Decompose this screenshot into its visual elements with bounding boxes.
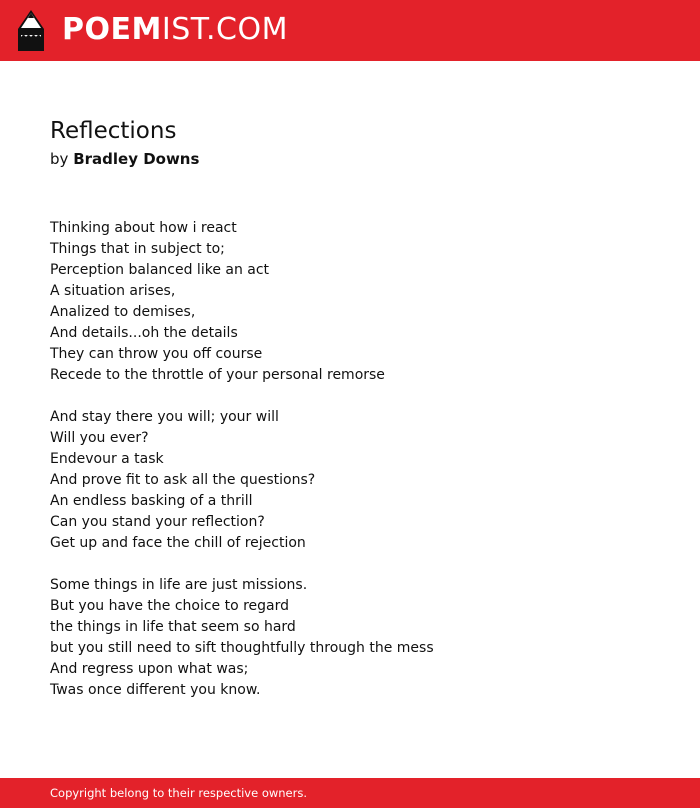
poem-line: Endevour a task: [50, 451, 164, 467]
pencil-icon[interactable]: [18, 10, 44, 51]
poem-line: And stay there you will; your will: [50, 409, 279, 425]
poem-line: but you still need to sift thoughtfully through the mess: [50, 640, 434, 656]
poem-line: They can throw you off course: [50, 346, 263, 362]
poem-title: Reflections: [50, 118, 177, 144]
byline: [50, 148, 199, 170]
stanza: [50, 218, 670, 386]
poem-line: Get up and face the chill of rejection: [50, 535, 306, 551]
poem-line: A situation arises,: [50, 283, 176, 299]
logo-text-bold: POEM: [62, 12, 162, 47]
stanza: [50, 407, 670, 554]
site-logo[interactable]: [62, 12, 288, 48]
poem-line: Twas once different you know.: [50, 682, 261, 698]
poem-line: Some things in life are just missions.: [50, 577, 308, 593]
site-header: [0, 0, 700, 61]
poem-line: Analized to demises,: [50, 304, 196, 320]
poem-line: Recede to the throttle of your personal remorse: [50, 367, 385, 383]
poem-line: Will you ever?: [50, 430, 149, 446]
poem-line: Perception balanced like an act: [50, 262, 270, 278]
poem-line: And details...oh the details: [50, 325, 238, 341]
poem-line: But you have the choice to regard: [50, 598, 290, 614]
poem-line: Can you stand your reflection?: [50, 514, 265, 530]
poem-line: the things in life that seem so hard: [50, 619, 296, 635]
site-footer: [0, 778, 700, 808]
logo-text-light: IST.COM: [161, 12, 288, 47]
poem-body: [50, 218, 670, 722]
poem-line: Thinking about how i react: [50, 220, 237, 236]
author-name: Bradley Downs: [73, 150, 200, 168]
by-label: by: [50, 150, 69, 168]
poem-line: And regress upon what was;: [50, 661, 249, 677]
copyright-text: Copyright belong to their respective owners.: [50, 786, 308, 800]
poem-line: An endless basking of a thrill: [50, 493, 253, 509]
stanza: [50, 575, 670, 701]
poem-line: And prove fit to ask all the questions?: [50, 472, 316, 488]
poem-line: Things that in subject to;: [50, 241, 225, 257]
